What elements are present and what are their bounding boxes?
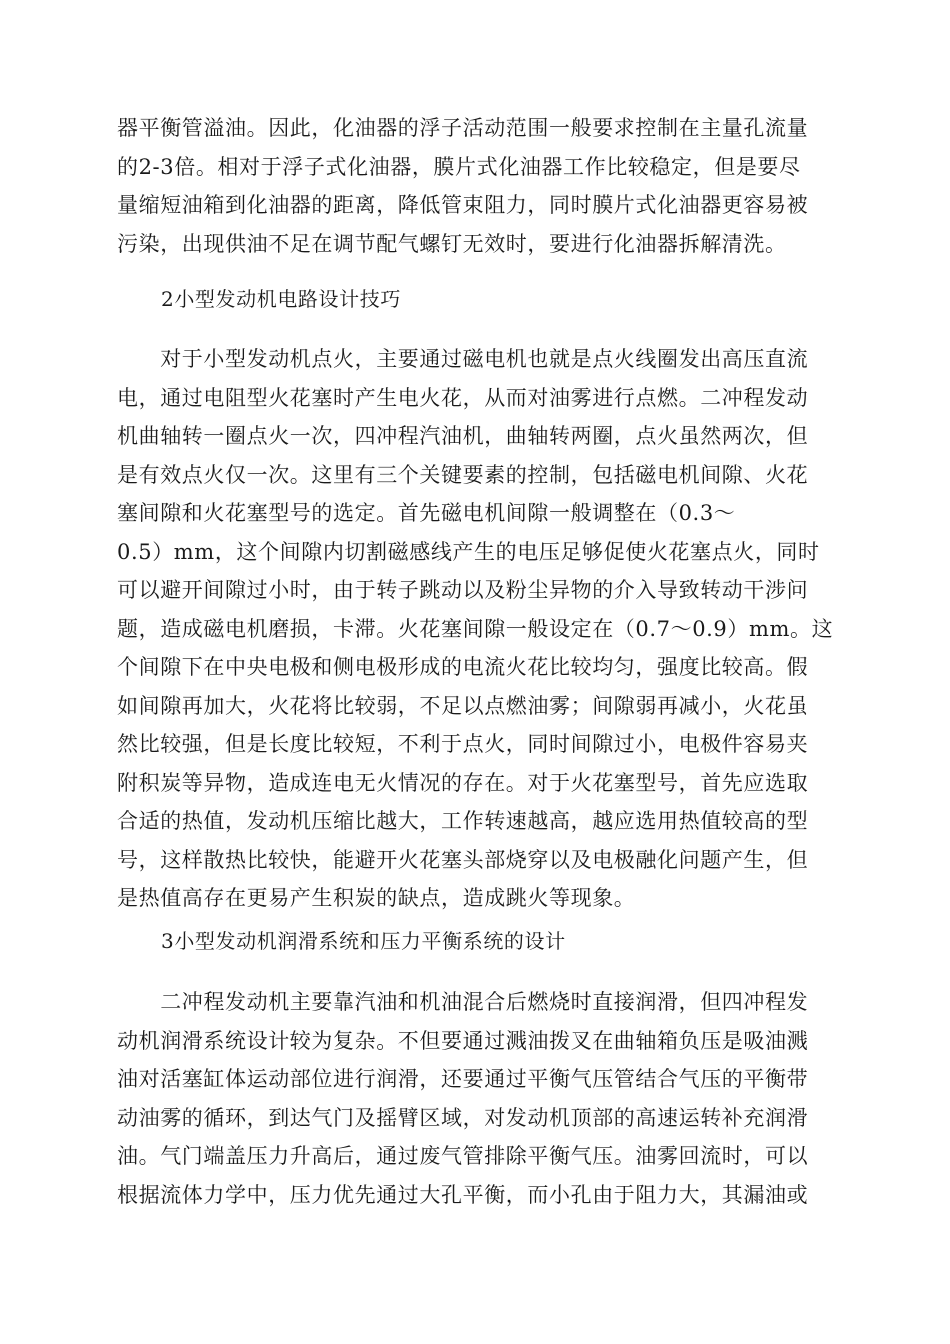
- text-line: 号，这样散热比较快，能避开火花塞头部烧穿以及电极融化问题产生，但: [117, 847, 809, 872]
- text-line: 根据流体力学中，压力优先通过大孔平衡，而小孔由于阻力大，其漏油或: [117, 1182, 809, 1207]
- text-line: 动机润滑系统设计较为复杂。不但要通过溅油拨叉在曲轴箱负压是吸油溅: [117, 1028, 809, 1053]
- text-line: 油对活塞缸体运动部位进行润滑，还要通过平衡气压管结合气压的平衡带: [117, 1067, 809, 1091]
- text-line: 二冲程发动机主要靠汽油和机油混合后燃烧时直接润滑，但四冲程发: [117, 990, 809, 1014]
- text-line: 0.5）mm，这个间隙内切割磁感线产生的电压足够促使火花塞点火，同时: [117, 539, 820, 564]
- text-line: 油。气门端盖压力升高后，通过废气管排除平衡气压。油雾回流时，可以: [117, 1144, 809, 1168]
- text-line: 是有效点火仅一次。这里有三个关键要素的控制，包括磁电机间隙、火花: [117, 462, 809, 487]
- section-heading-2: 2小型发动机电路设计技巧: [161, 287, 401, 311]
- text-line: 合适的热值，发动机压缩比越大，工作转速越高，越应选用热值较高的型: [117, 809, 809, 833]
- text-line: 题，造成磁电机磨损，卡滞。火花塞间隙一般设定在（0.7～0.9）mm。这: [117, 616, 834, 641]
- section-heading-3: 3小型发动机润滑系统和压力平衡系统的设计: [161, 929, 566, 953]
- text-line: 是热值高存在更易产生积炭的缺点，造成跳火等现象。: [117, 886, 636, 910]
- text-line: 对于小型发动机点火，主要通过磁电机也就是点火线圈发出高压直流: [117, 347, 809, 371]
- text-line: 的2-3倍。相对于浮子式化油器，膜片式化油器工作比较稳定，但是要尽: [117, 154, 801, 179]
- text-line: 然比较强，但是长度比较短，不利于点火，同时间隙过小，电极件容易夹: [117, 732, 809, 756]
- text-line: 器平衡管溢油。因此，化油器的浮子活动范围一般要求控制在主量孔流量: [117, 116, 809, 140]
- text-line: 机曲轴转一圈点火一次，四冲程汽油机，曲轴转两圈，点火虽然两次，但: [117, 424, 809, 448]
- paragraph-ignition: [117, 340, 833, 918]
- text-line: 附积炭等异物，造成连电无火情况的存在。对于火花塞型号，首先应选取: [117, 770, 809, 795]
- text-line: 污染，出现供油不足在调节配气螺钉无效时，要进行化油器拆解清洗。: [117, 231, 787, 256]
- text-line: 动油雾的循环，到达气门及摇臂区域，对发动机顶部的高速运转补充润滑: [117, 1105, 809, 1130]
- text-line: 塞间隙和火花塞型号的选定。首先磁电机间隙一般调整在（0.3～: [117, 501, 736, 525]
- text-line: 可以避开间隙过小时，由于转子跳动以及粉尘异物的介入导致转动干涉问: [117, 578, 809, 602]
- text-line: 个间隙下在中央电极和侧电极形成的电流火花比较均匀，强度比较高。假: [117, 655, 809, 679]
- paragraph-carburetor: [117, 109, 833, 263]
- text-line: 如间隙再加大，火花将比较弱，不足以点燃油雾；间隙弱再减小，火花虽: [117, 693, 809, 718]
- text-line: 量缩短油箱到化油器的距离，降低管束阻力，同时膜片式化油器更容易被: [117, 193, 809, 217]
- text-line: 电，通过电阻型火花塞时产生电火花，从而对油雾进行点燃。二冲程发动: [117, 385, 809, 410]
- paragraph-lubrication: [117, 983, 833, 1214]
